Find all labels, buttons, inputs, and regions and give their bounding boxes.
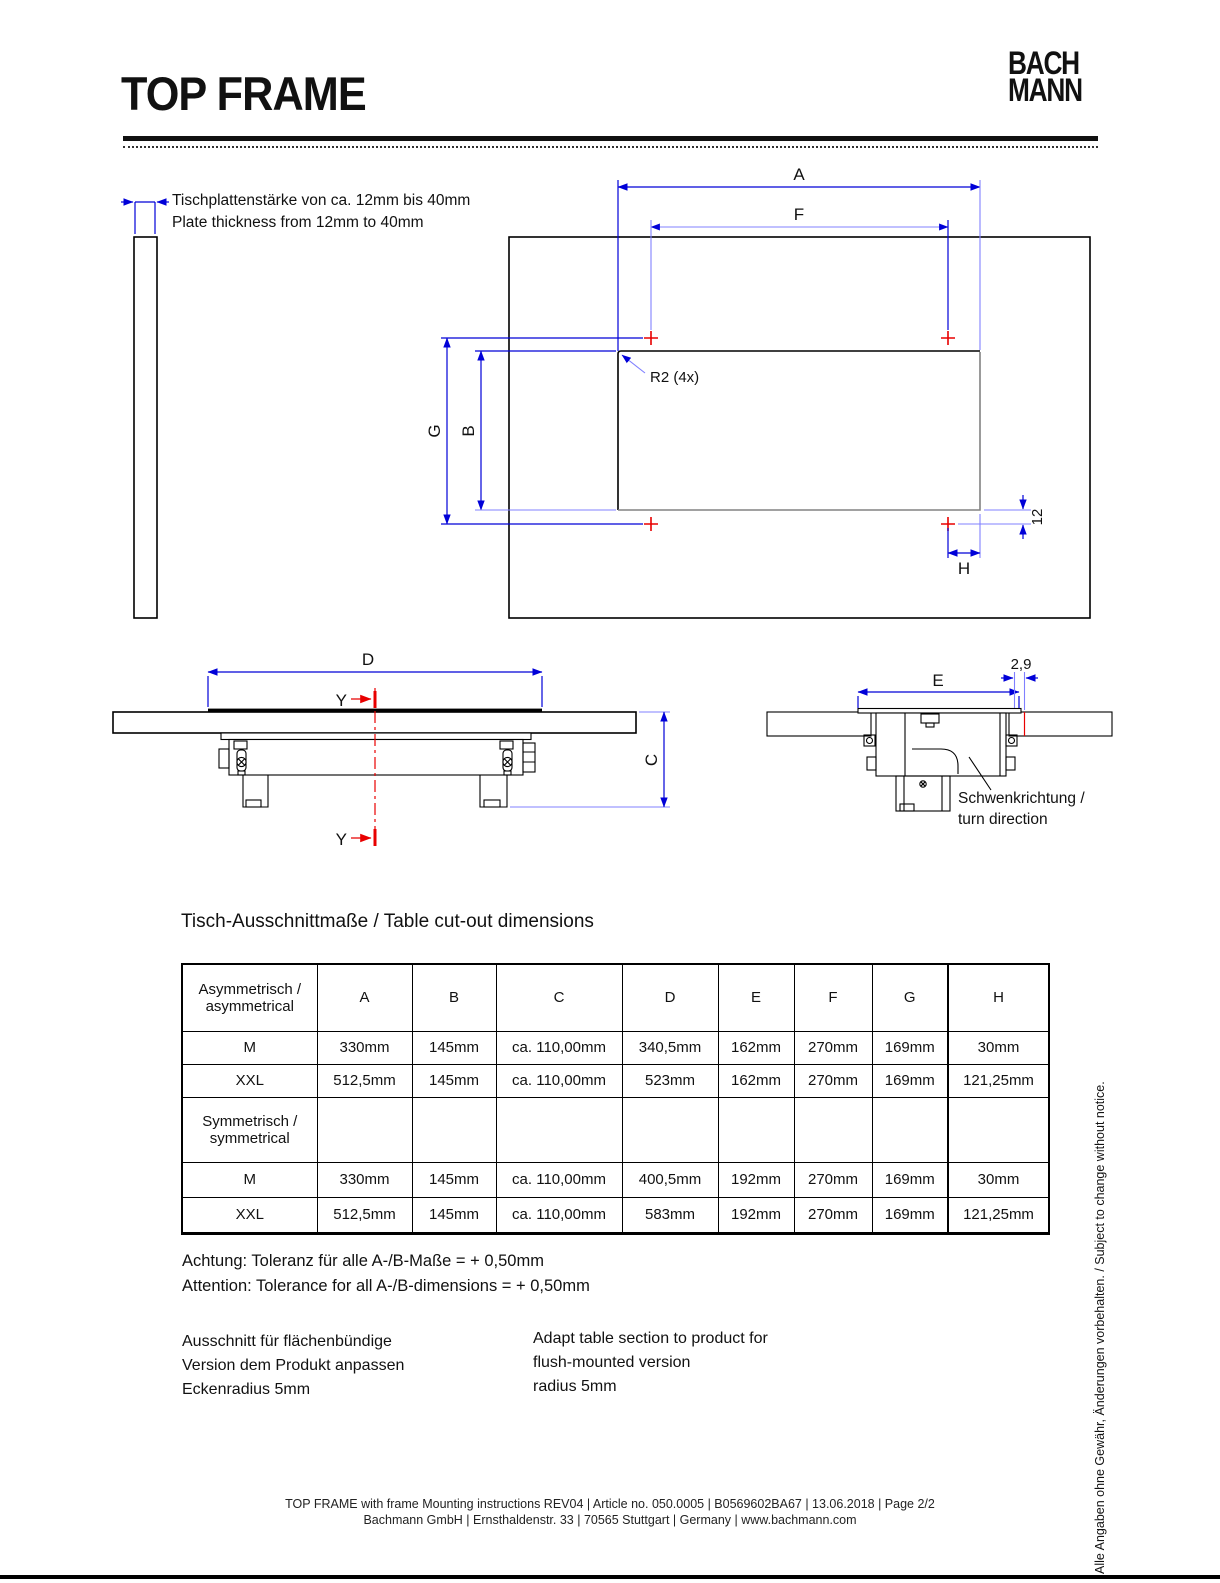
- cell-value: 512,5mm: [317, 1064, 412, 1097]
- dim-label-h: H: [957, 559, 971, 578]
- header-rule: [123, 136, 1098, 141]
- tolerance-note-en: Attention: Tolerance for all A-/B-dimensions = + 0,50mm: [182, 1277, 590, 1295]
- cell-value: 270mm: [794, 1031, 872, 1064]
- footer-line2: Bachmann GmbH | Ernsthaldenstr. 33 | 70565 Stuttgart | Germany | www.bachmann.com: [363, 1513, 857, 1527]
- dim-label-c: C: [642, 753, 661, 767]
- dim-label-12: 12: [1029, 508, 1046, 526]
- cell-value: 512,5mm: [317, 1197, 412, 1233]
- col-header-h: H: [948, 964, 1049, 1031]
- col-header-d: D: [622, 964, 718, 1031]
- cell-value: 145mm: [412, 1064, 496, 1097]
- empty-cell: [622, 1097, 718, 1162]
- table-row-asym-xxl: [182, 1064, 1049, 1097]
- cell-value: 145mm: [412, 1162, 496, 1197]
- section-label-y-bottom: Y: [335, 830, 347, 849]
- cutout-plan-drawing: [100, 155, 1110, 645]
- cell-value: 192mm: [718, 1197, 794, 1233]
- empty-cell: [872, 1097, 948, 1162]
- header-dotted-rule: [123, 146, 1098, 148]
- table-row-sym-xxl: [182, 1197, 1049, 1233]
- cutout-note-de-line2: Version dem Produkt anpassen: [182, 1357, 405, 1374]
- col-header-f: F: [794, 964, 872, 1031]
- cutout-note-en-line3: radius 5mm: [533, 1378, 617, 1395]
- turn-direction-label-de: Schwenkrichtung /: [958, 790, 1085, 807]
- table-row-asym-m: [182, 1031, 1049, 1064]
- dim-label-d: D: [361, 650, 375, 669]
- dim-label-a: A: [793, 165, 805, 184]
- tolerance-note-de: Achtung: Toleranz für alle A-/B-Maße = + 0,50mm: [182, 1252, 544, 1270]
- cutout-note-en: [533, 1327, 768, 1399]
- cell-value: 330mm: [317, 1162, 412, 1197]
- cutout-note-en-line2: flush-mounted version: [533, 1354, 691, 1371]
- cell-value: 169mm: [872, 1162, 948, 1197]
- cell-value: 145mm: [412, 1031, 496, 1064]
- cell-value: ca. 110,00mm: [496, 1197, 622, 1233]
- cell-value: 270mm: [794, 1162, 872, 1197]
- cell-value: 169mm: [872, 1064, 948, 1097]
- empty-cell: [317, 1097, 412, 1162]
- logo-line-top: BACH: [1008, 45, 1079, 81]
- dim-label-b: B: [459, 425, 478, 437]
- row-label: XXL: [182, 1064, 317, 1097]
- section-label-y-top: Y: [335, 691, 347, 710]
- col-header-b: B: [412, 964, 496, 1031]
- cell-value: 523mm: [622, 1064, 718, 1097]
- footer-line1: TOP FRAME with frame Mounting instructions REV04 | Article no. 050.0005 | B0569602BA67 | 13.06.2018 | Page 2/2: [285, 1497, 935, 1511]
- cell-value: 145mm: [412, 1197, 496, 1233]
- table-group-row-symmetrical: [182, 1097, 1049, 1162]
- empty-cell: [412, 1097, 496, 1162]
- disclaimer-vertical-note: Alle Angaben ohne Gewähr, Änderungen vorbehalten. / Subject to change without notice.: [1093, 1081, 1107, 1574]
- bachmann-logo: [1008, 45, 1082, 108]
- empty-cell: [496, 1097, 622, 1162]
- dim-label-2-9: 2,9: [1010, 656, 1032, 673]
- row-label: XXL: [182, 1197, 317, 1233]
- cell-value: 30mm: [948, 1031, 1049, 1064]
- plate-thickness-note-de: Tischplattenstärke von ca. 12mm bis 40mm: [172, 192, 471, 209]
- cell-value: 583mm: [622, 1197, 718, 1233]
- cell-value: 169mm: [872, 1197, 948, 1233]
- group-label-sym-en: symmetrical: [209, 1129, 290, 1147]
- group-label-asym-de: Asymmetrisch /: [198, 980, 301, 998]
- dimension-12: [958, 495, 1031, 539]
- group-label-symmetrical: [182, 1097, 317, 1162]
- cell-value: 162mm: [718, 1064, 794, 1097]
- reference-cross-marks: [644, 331, 955, 531]
- frame-side-view: [100, 645, 700, 880]
- dimension-b: [475, 351, 616, 510]
- cell-value: ca. 110,00mm: [496, 1031, 622, 1064]
- col-header-e: E: [718, 964, 794, 1031]
- dim-label-g: G: [425, 424, 444, 438]
- page-bottom-rule: [0, 1575, 1220, 1579]
- turn-direction-label-en: turn direction: [958, 811, 1048, 828]
- cutout-note-de-line1: Ausschnitt für flächenbündige: [182, 1333, 392, 1350]
- col-header-c: C: [496, 964, 622, 1031]
- group-label-sym-de: Symmetrisch /: [202, 1112, 298, 1130]
- logo-line-bottom: MANN: [1008, 72, 1082, 108]
- row-label: M: [182, 1162, 317, 1197]
- plate-thickness-note-en: Plate thickness from 12mm to 40mm: [172, 214, 424, 231]
- page-title: TOP FRAME: [121, 67, 366, 120]
- table-plate-outline: [509, 237, 1090, 618]
- cell-value: 270mm: [794, 1064, 872, 1097]
- table-header-row: [182, 964, 1049, 1031]
- dimension-h: [948, 514, 980, 558]
- cell-value: 121,25mm: [948, 1064, 1049, 1097]
- col-header-g: G: [872, 964, 948, 1031]
- frame-body: [219, 733, 535, 807]
- cell-value: 121,25mm: [948, 1197, 1049, 1233]
- radius-leader-line: [622, 355, 645, 373]
- cutout-note-de: [182, 1330, 404, 1402]
- cell-value: 340,5mm: [622, 1031, 718, 1064]
- dim-label-f: F: [793, 205, 805, 224]
- col-header-a: A: [317, 964, 412, 1031]
- dimension-e: [858, 692, 1019, 708]
- row-label: M: [182, 1031, 317, 1064]
- cutout-note-en-line1: Adapt table section to product for: [533, 1330, 768, 1347]
- dim-label-e: E: [932, 671, 944, 690]
- cutout-dimensions-table: [181, 963, 1050, 1235]
- cell-value: ca. 110,00mm: [496, 1064, 622, 1097]
- table-title: Tisch-Ausschnittmaße / Table cut-out dimensions: [181, 911, 594, 932]
- cell-value: 270mm: [794, 1197, 872, 1233]
- cell-value: 330mm: [317, 1031, 412, 1064]
- plate-edge-view: [121, 202, 169, 618]
- cutout-note-de-line3: Eckenradius 5mm: [182, 1381, 311, 1398]
- cell-value: 400,5mm: [622, 1162, 718, 1197]
- empty-cell: [948, 1097, 1049, 1162]
- cell-value: 162mm: [718, 1031, 794, 1064]
- radius-note: R2 (4x): [650, 369, 700, 386]
- table-row-sym-m: [182, 1162, 1049, 1197]
- cell-value: 192mm: [718, 1162, 794, 1197]
- cell-value: ca. 110,00mm: [496, 1162, 622, 1197]
- group-label-asymmetrical: [182, 964, 317, 1031]
- empty-cell: [718, 1097, 794, 1162]
- cell-value: 169mm: [872, 1031, 948, 1064]
- empty-cell: [794, 1097, 872, 1162]
- frame-section-view: [740, 640, 1140, 875]
- footer: [0, 1496, 1220, 1528]
- group-label-asym-en: asymmetrical: [205, 997, 294, 1015]
- cell-value: 30mm: [948, 1162, 1049, 1197]
